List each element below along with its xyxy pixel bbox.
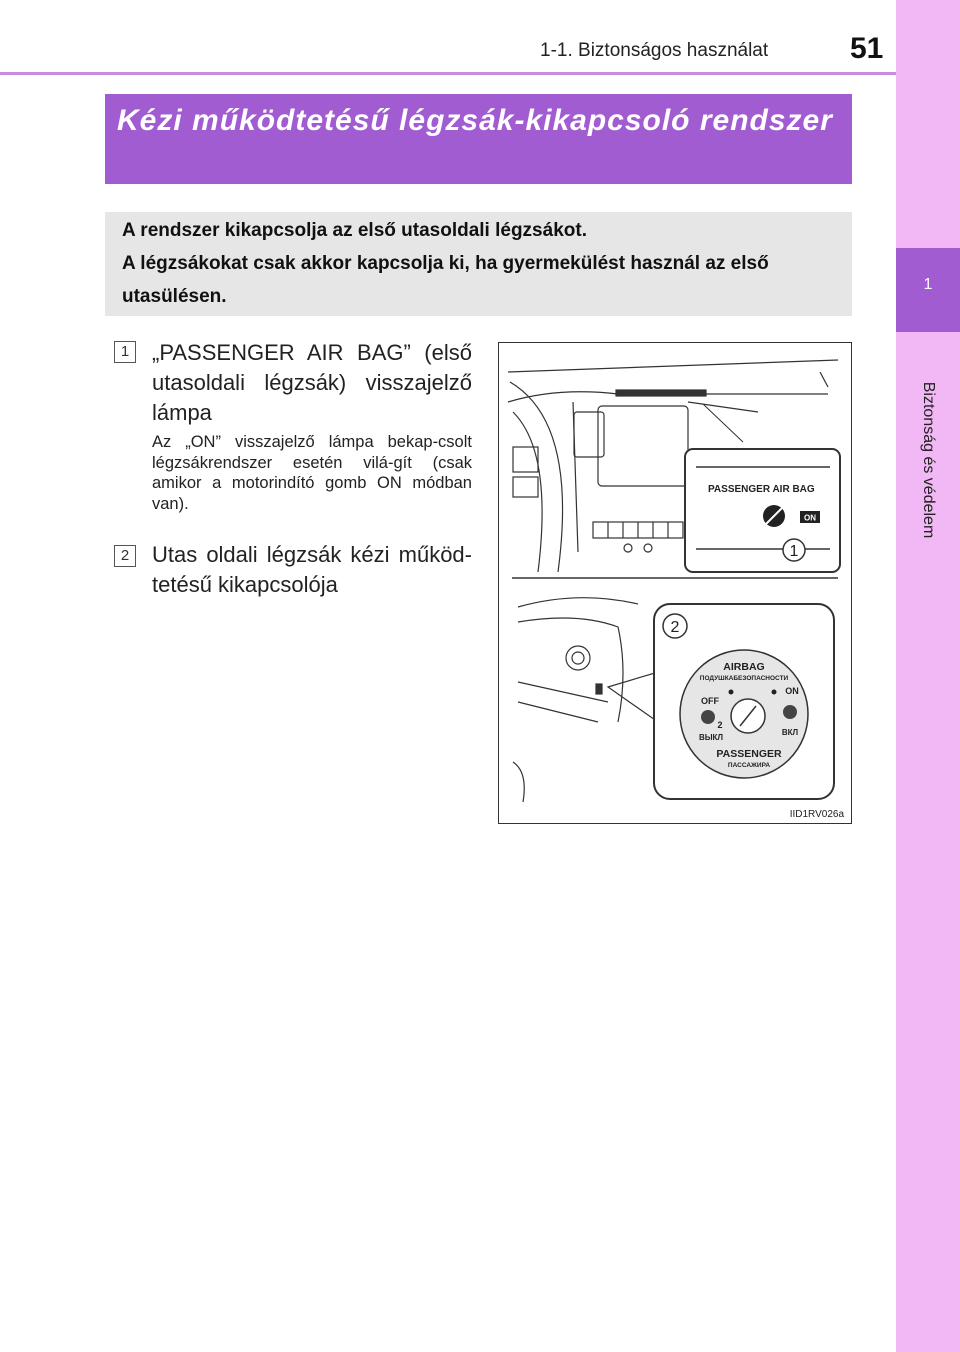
side-strip (896, 0, 960, 1352)
indicator-state: ON (804, 513, 816, 523)
item-2-label: Utas oldali légzsák kézi működ-tetésű kikapcsolója (152, 542, 472, 597)
summary-line-1: A rendszer kikapcsolja az első utasoldali légzsákot. (122, 220, 587, 241)
page-number: 51 (850, 32, 884, 65)
section-title: 1-1. Biztonságos használat (540, 40, 769, 61)
item-1-description: Az „ON” visszajelző lámpa bekap-csolt légzsákrendszer esetén vilá-gít (csak amikor a motorindító gomb ON módban van). (152, 433, 472, 513)
callout-2-number: 2 (670, 619, 680, 636)
switch-off-label-ru: ВЫКЛ (698, 733, 724, 742)
summary-line-2: A légzsákokat csak akkor kapcsolja ki, ha gyermekülést használ az első utasülésen. (122, 253, 769, 307)
switch-on-label-ru: ВКЛ (781, 728, 799, 737)
chapter-title: Biztonság és védelem (920, 381, 937, 539)
item-2-badge: 2 (114, 545, 136, 567)
switch-on-label: ON (785, 686, 799, 696)
item-1-label: „PASSENGER AIR BAG” (első utasoldali légzsák) visszajelző lámpa (152, 340, 472, 425)
header-rule (0, 72, 896, 75)
section-heading: Kézi működtetésű légzsák-kikapcsoló rendszer (117, 104, 833, 137)
illustration-svg (498, 342, 852, 824)
off-seat-icon (701, 710, 715, 724)
callout-1-number: 1 (789, 543, 799, 560)
indicator-label: PASSENGER AIR BAG (708, 484, 815, 495)
chapter-tab[interactable] (896, 248, 960, 332)
figure-code: IID1RV026a (789, 809, 844, 820)
switch-off-label: OFF (701, 696, 719, 706)
switch-title-ru: ПОДУШКАБЕЗОПАСНОСТИ (699, 675, 789, 682)
airbag-switch-illustration (498, 342, 852, 824)
on-seat-icon (783, 705, 797, 719)
chapter-number: 1 (923, 276, 933, 293)
switch-passenger-label-ru: ПАССАЖИРА (727, 762, 771, 769)
summary-text (122, 214, 842, 313)
switch-title: AIRBAG (723, 661, 765, 673)
seat-count: 2 (717, 720, 723, 730)
switch-passenger-label: PASSENGER (716, 748, 782, 760)
section-heading-box (105, 94, 852, 184)
item-1-badge: 1 (114, 341, 136, 363)
summary-box (105, 212, 852, 316)
